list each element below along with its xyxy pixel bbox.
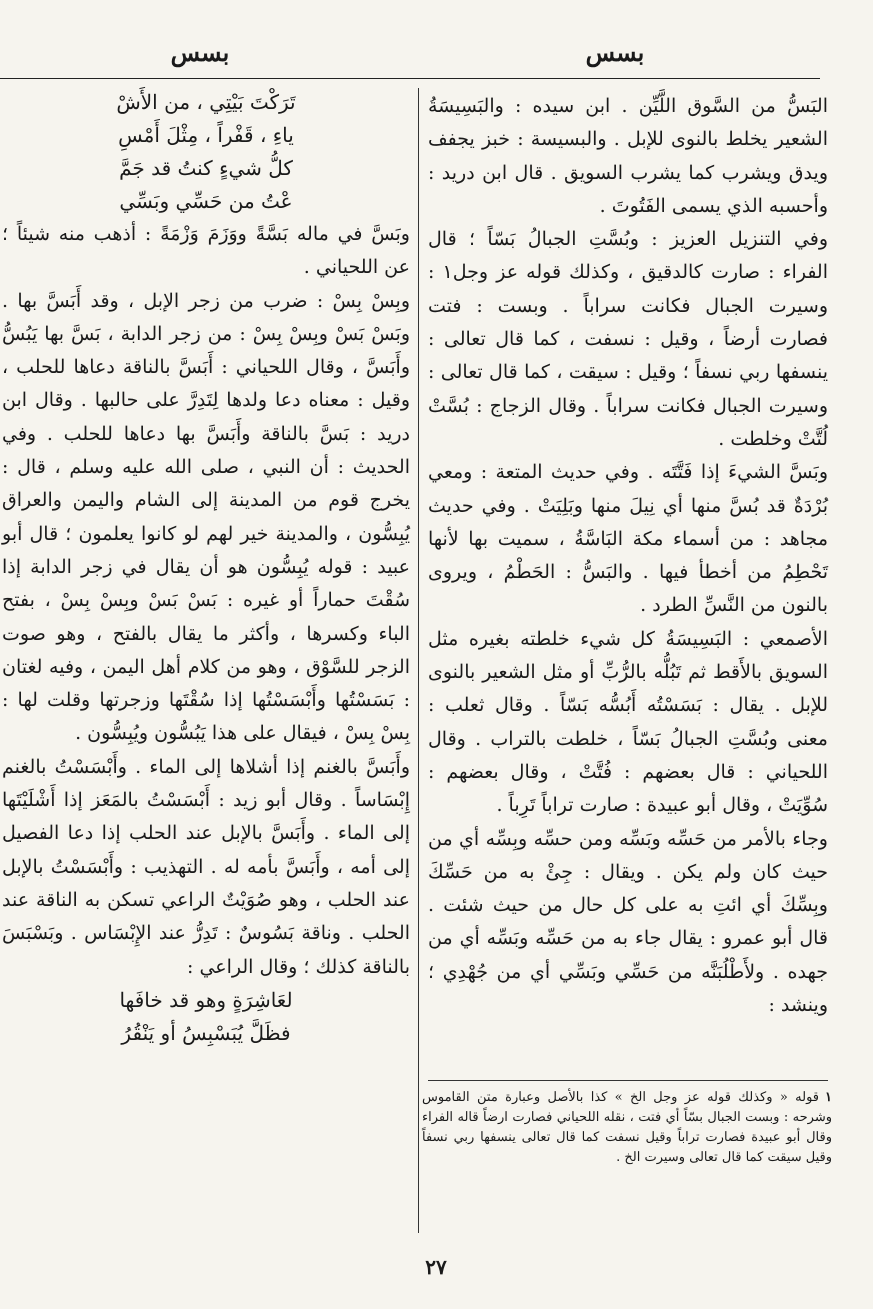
footnote-rule	[428, 1080, 828, 1081]
verse-line: تَرَكْتَ بَيْتِي ، من الأَشْ	[116, 90, 296, 114]
verse-line: عْتُ من حَسِّي وبَسِّي	[119, 189, 293, 213]
left-paragraph: وبِسْ بِسْ : ضرب من زجر الإبل ، وقد أَبَسَّ بها . وبَسْ بَسْ وبِسْ بِسْ : من زجر الدابة ، بَسَّ بها يَبُسُّ وأَبَسَّ ، وقال اللحياني : أَبَسَّ بالناقة دعاها للحلب ، وقيل : معناه دعا ولدها لِتَدِرَّ على حالبها . وقال ابن دريد : بَسَّ بالناقة وأَبَسَّ بها دعاها للحلب . وفي الحديث : أن النبي ، صلى الله عليه وسلم ، قال : يخرج قوم من المدينة إلى الشام واليمن والعراق يُبِسُّون ، والمدينة خير لهم لو كانوا يعلمون ؛ قال أبو عبيد : قوله يُبِسُّون هو أن يقال في زجر الدابة إذا سُقْتَ حماراً أو غيره : بَسْ بَسْ وبِسْ بِسْ ، بفتح الباء وكسرها ، وأكثر ما يقال بالفتح ، وهو صوت الزجر للسَّوْق ، وهو من كلام أهل اليمن ، وفيه لغتان : بَسَسْتُها وأَبْسَسْتُها إذا سُقْتَها وزجرتها وقلت لها : بِسْ بِسْ ، فيقال على هذا يَبُسُّون ويُبِسُّون .	[2, 289, 410, 745]
page-number: ٢٧	[425, 1255, 447, 1279]
headword-left: بسس	[170, 38, 230, 67]
header-rule	[0, 78, 820, 79]
page-header	[0, 38, 873, 78]
right-paragraph: الأصمعي : البَسِيسَةُ كل شيء خلطته بغيره مثل السويق بالأَقط ثم تَبُلُّه بالرُّبِّ أو مثل الشعير بالنوى للإبل . يقال : بَسَسْتُه أَبُسُّه بَسّاً . وقال ثعلب : معنى وبُسَّتِ الجبالُ بَسّاً ، خلطت بالتراب . وقال اللحياني : قال بعضهم : فُتَّتْ ، وقال بعضهم : سُوِّيَتْ ، وقال أبو عبيدة : صارت تراباً تَرِباً .	[428, 627, 828, 817]
footnote-text: قوله « وكذلك قوله عز وجل الخ » كذا بالأصل وعبارة متن القاموس وشرحه : وبست الجبال بسّاً أي فتت ، نقله اللحياني فصارت ارضاً قاله الفراء وقال أبو عبيدة فصارت تراباً وقيل نسفت كما قال تعالى ينسفها ربي نسفاً وقيل سيقت كما قال تعالى وسيرت الخ .	[422, 1090, 832, 1165]
footnote	[422, 1088, 832, 1168]
verse-line: لعَاشِرَةٍ وهو قد خافَها	[119, 987, 293, 1012]
column-divider	[418, 88, 419, 1233]
right-paragraph: البَسُّ من السَّوق اللَّيِّن . ابن سيده : والبَسِيسَةُ الشعير يخلط بالنوى للإبل . والبسيسة : خبز يجفف ويدق ويشرب كما يشرب السويق . قال ابن دريد : وأحسبه الذي يسمى الفَتُوتَ .	[428, 95, 828, 217]
footnote-number: ١	[825, 1090, 832, 1105]
verse-line: فظَلَّ يُبَسْبِسُ أو يَنْقُرُ	[121, 1020, 291, 1045]
verse-line: كلُّ شيءٍ كنتُ قد جَمَّ	[119, 156, 293, 180]
left-paragraph: وأَبَسَّ بالغنم إذا أشلاها إلى الماء . وأَبْسَسْتُ بالغنم إِبْسَاساً . وقال أبو زيد : أَبْسَسْتُ بالمَعَز إذا أَشْلَيْتَها إلى الماء . وأَبَسَّ بالإبل عند الحلب إذا دعا الفصيل إلى أمه ، وأَبَسَّ بأمه له . التهذيب : وأَبْسَسْتُ بالإبل عند الحلب ، وهو صُوَيْتٌ الراعي تسكن به الناقة عند الحلب . وناقة بَسُوسٌ : تَدِرُّ عند الإِبْسَاس . وبَسْبَسَ بالناقة كذلك ؛ وقال الراعي :	[2, 755, 410, 978]
left-paragraph: وبَسَّ في ماله بَسَّةً ووَزَمَ وَزْمَةً : أذهب منه شيئاً ؛ عن اللحياني .	[2, 223, 410, 279]
right-paragraph: وبَسَّ الشيءَ إذا فَتَّتَه . وفي حديث المتعة : ومعي بُرْدَةٌ قد بُسَّ منها أي نِيلَ منها وبَلِيَتْ . وفي حديث مجاهد : من أسماء مكة البَاسَّةُ ، سميت بها لأنها تَحْطِمُ من أخطأ فيها . والبَسُّ : الحَطْمُ ، ويروى بالنون من النَّسِّ الطرد .	[428, 461, 828, 617]
left-column	[2, 86, 410, 1050]
headword-right: بسس	[585, 38, 645, 67]
verse-line: ياءِ ، قَفْراً ، مِثْلَ أَمْسِ	[118, 123, 294, 147]
right-column	[428, 90, 828, 1022]
right-paragraph: وجاء بالأمر من حَسِّه وبَسِّه ومن حسِّه وبِسِّه أي من حيث كان ولم يكن . ويقال : جِئْ به من حَسِّكَ وبِسِّكَ أي ائتِ به على كل حال من حيث شئت . قال أبو عمرو : يقال جاء به من حَسِّه وبَسِّه أي من جهده . ولأَطْلُبَنَّه من حَسِّي وبَسِّي أي من جُهْدِي ؛ وينشد :	[428, 827, 828, 1017]
right-paragraph: وفي التنزيل العزيز : وبُسَّتِ الجبالُ بَسّاً ؛ قال الفراء : صارت كالدقيق ، وكذلك قوله عز وجل١ : وسيرت الجبال فكانت سراباً . وبست : فتت فصارت أرضاً ، وقيل : نسفت ، كما قال تعالى : ينسفها ربي نسفاً ؛ وقيل : سيقت ، كما قال تعالى : وسيرت الجبال فكانت سراباً . وقال الزجاج : بُسَّتْ لُتَّتْ وخلطت .	[428, 228, 828, 450]
